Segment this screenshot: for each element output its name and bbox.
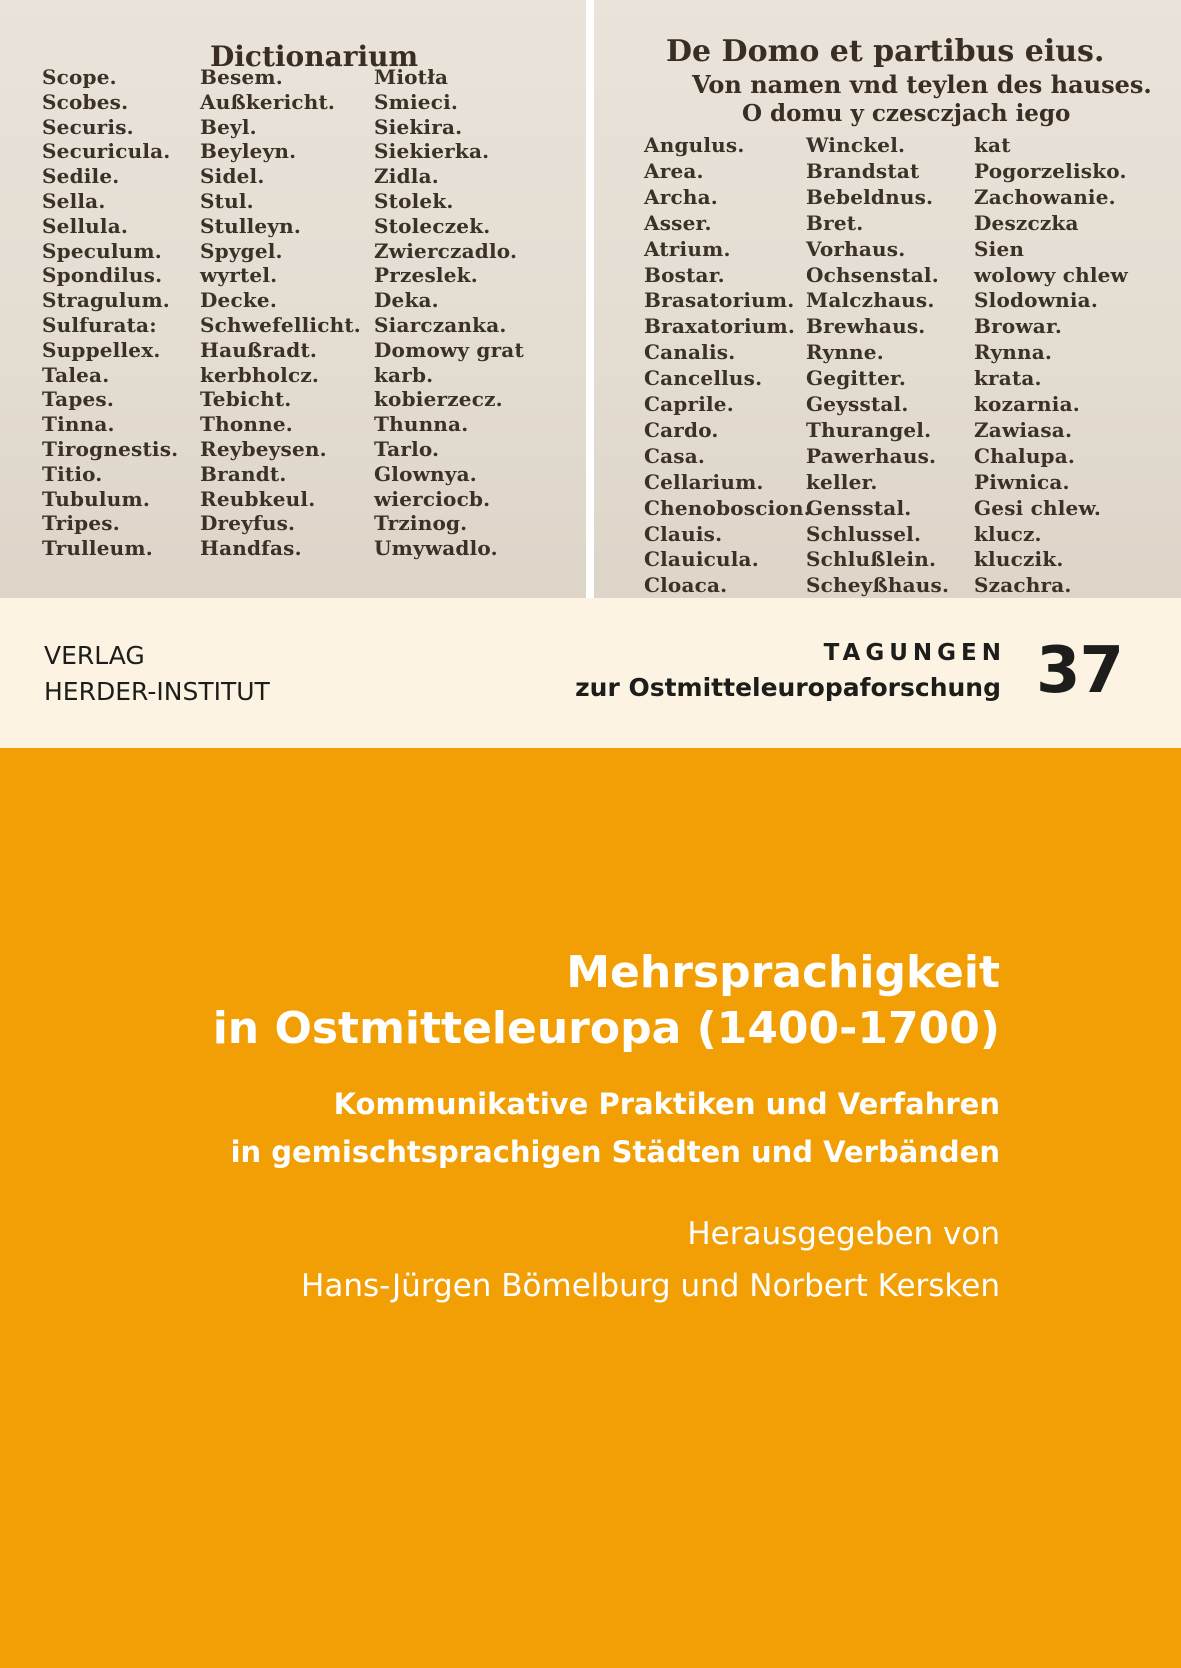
scan-word: Haußradt. (200, 337, 318, 362)
scan-word: Winckel. (806, 133, 906, 157)
right-page-heading-2: Von namen vnd teylen des hauses. (692, 70, 1152, 99)
scan-word: Scope. (42, 65, 117, 89)
scan-word: Atrium. (644, 236, 731, 261)
scan-word: Trzinog. (374, 511, 468, 536)
scan-word: Spondilus. (42, 263, 163, 288)
scan-word: Beyl. (200, 114, 257, 139)
scan-word: Glownya. (374, 461, 477, 486)
scan-word: Cardo. (644, 417, 719, 442)
scan-word: wyrtel. (200, 263, 278, 288)
scan-word: Tarlo. (374, 437, 440, 461)
scan-word: Scobes. (42, 89, 129, 114)
title-block (213, 945, 1000, 1312)
scan-word: Gegitter. (806, 366, 907, 391)
editors-label: Herausgegeben von (687, 1216, 1000, 1252)
scan-word: Thonne. (200, 412, 293, 437)
scan-word: Rynne. (806, 340, 884, 365)
right-page-heading-3: O domu y czesczjach iego (742, 100, 1071, 127)
scan-word: Siarczanka. (374, 313, 507, 337)
scan-word: Cellarium. (644, 469, 764, 494)
scan-word: Besem. (200, 65, 283, 89)
scan-word: Pogorzelisko. (974, 158, 1127, 183)
scan-word: Securis. (42, 114, 134, 139)
publisher-line-1: VERLAG (44, 641, 145, 670)
right-page-heading-1: De Domo et partibus eius. (666, 34, 1105, 69)
scan-word: Stolek. (374, 189, 454, 213)
scan-word: Trulleum. (42, 536, 153, 561)
series-number: 37 (1036, 634, 1124, 708)
publisher-name (44, 638, 270, 710)
scan-word: Cloaca. (644, 573, 728, 598)
scan-word: Piwnica. (974, 469, 1070, 494)
scan-word: kozarnia. (974, 392, 1080, 416)
scan-word: Zawiasa. (974, 417, 1073, 442)
scan-word: Umywadlo. (374, 536, 498, 561)
scan-word: Talea. (42, 362, 110, 387)
scan-word: Gensstal. (806, 495, 912, 520)
scan-word: Stoleczek. (374, 213, 491, 238)
scan-word: Beyleyn. (200, 139, 297, 164)
scan-word: Brandt. (200, 461, 287, 486)
scan-word: Przeslek. (374, 263, 478, 288)
scan-word: Browar. (974, 314, 1063, 339)
book-title-line-2: in Ostmitteleuropa (1400-1700) (212, 1003, 1000, 1054)
scan-word: Thurangel. (806, 417, 932, 442)
scan-word: Canalis. (644, 340, 736, 365)
scan-word: Zwierczadlo. (374, 238, 518, 263)
editors-names: Hans-Jürgen Bömelburg und Norbert Kersken (301, 1268, 1000, 1304)
scan-word: Außkericht. (200, 89, 336, 114)
scan-word: Reubkeul. (200, 486, 316, 511)
scan-word: karb. (374, 362, 434, 387)
left-page-heading: Dictionarium (210, 40, 419, 73)
scan-left-page (0, 0, 586, 598)
scan-word: Bret. (806, 210, 864, 235)
scan-word: Caprile. (644, 392, 734, 416)
scan-word: Tubulum. (42, 486, 150, 511)
scan-word: Tinna. (42, 412, 115, 437)
scan-word: Asser. (644, 210, 712, 235)
scan-word: Domowy grat (374, 337, 524, 362)
scan-word: Tapes. (42, 387, 115, 412)
publisher-line-2: HERDER-INSTITUT (44, 677, 270, 706)
book-title-line-1: Mehrsprachigkeit (566, 947, 1000, 998)
scan-word: Clauicula. (644, 547, 759, 572)
scan-word: klucz. (974, 521, 1042, 546)
scan-word: Siekira. (374, 114, 463, 139)
scan-word: Malczhaus. (806, 288, 935, 313)
scan-word: Schlussel. (806, 521, 922, 546)
scan-word: Cancellus. (644, 366, 763, 391)
book-editors (213, 1208, 1000, 1312)
scan-word: Tirognestis. (42, 437, 179, 461)
scan-word: Siekierka. (374, 139, 490, 164)
scan-word: Scheyßhaus. (806, 573, 950, 598)
scan-word: Bostar. (644, 262, 725, 287)
scan-word: Gesi chlew. (974, 495, 1102, 520)
scan-word: wierciocb. (374, 486, 491, 511)
scan-word: Tebicht. (200, 387, 292, 412)
scan-word: Stragulum. (42, 288, 170, 313)
book-subtitle (213, 1080, 1000, 1176)
scan-word: Vorhaus. (806, 236, 906, 261)
scan-word: Speculum. (42, 238, 162, 263)
scan-word: Schwefellicht. (200, 313, 361, 337)
scan-word: Sidel. (200, 164, 265, 189)
scan-word: Tripes. (42, 511, 120, 536)
scan-word: Angulus. (644, 133, 745, 157)
scan-word: Brewhaus. (806, 314, 926, 339)
scan-word: Decke. (200, 288, 277, 313)
scan-word: Szachra. (974, 573, 1072, 598)
scan-word: kobierzecz. (374, 387, 503, 412)
scan-word: Dreyfus. (200, 511, 296, 536)
scan-word: kluczik. (974, 547, 1064, 572)
scan-word: Pawerhaus. (806, 443, 937, 468)
scan-word: Chenoboscion. (644, 495, 811, 520)
scan-word: Ochsenstal. (806, 262, 939, 287)
scan-word: Sellula. (42, 213, 129, 238)
scan-word: Titio. (42, 461, 103, 486)
book-subtitle-line-1: Kommunikative Praktiken und Verfahren (333, 1087, 1000, 1121)
series-title: TAGUNGEN (823, 640, 1006, 666)
book-subtitle-line-2: in gemischtsprachigen Städten und Verbänden (230, 1135, 1000, 1169)
scan-word: Casa. (644, 443, 706, 468)
scan-word: Spygel. (200, 238, 283, 263)
scan-word: keller. (806, 469, 878, 494)
scan-right-page (594, 0, 1181, 598)
scan-word: kerbholcz. (200, 362, 320, 387)
scan-word: Sedile. (42, 164, 120, 189)
scan-word: Brasatorium. (644, 288, 795, 313)
scan-word: Rynna. (974, 340, 1053, 365)
scan-word: Brandstat (806, 158, 920, 183)
series-band (0, 598, 1181, 748)
scan-word: Reybeysen. (200, 437, 327, 461)
scan-word: Smieci. (374, 89, 459, 114)
scan-word: Braxatorium. (644, 314, 796, 339)
scan-word: Stulleyn. (200, 213, 302, 238)
series-label (575, 636, 1006, 706)
scan-word: Schlußlein. (806, 547, 937, 572)
scan-word: Deka. (374, 288, 439, 313)
scan-word: Area. (644, 158, 704, 183)
scan-word: Handfas. (200, 536, 302, 561)
scan-word: Zidla. (374, 164, 439, 189)
scan-word: Clauis. (644, 521, 723, 546)
scan-word: Deszczka (974, 210, 1079, 235)
scan-word: Bebeldnus. (806, 184, 934, 209)
scan-word: Thunna. (374, 412, 469, 437)
series-subtitle: zur Ostmitteleuropaforschung (575, 673, 1001, 702)
scan-word: Suppellex. (42, 337, 161, 362)
scan-word: kat (974, 133, 1011, 157)
scan-word: Sien (974, 236, 1025, 261)
scan-word: Slodownia. (974, 288, 1098, 313)
scan-word: Miotła (374, 65, 449, 89)
scan-word: Sulfurata: (42, 313, 157, 337)
scan-word: Geysstal. (806, 392, 909, 416)
scan-word: Chalupa. (974, 443, 1076, 468)
scan-word: wolowy chlew (974, 262, 1128, 287)
scan-word: Securicula. (42, 139, 171, 164)
cover-scan-image (0, 0, 1181, 598)
scan-word: Archa. (644, 184, 718, 209)
scan-word: krata. (974, 366, 1042, 391)
scan-word: Stul. (200, 189, 254, 213)
scan-word: Sella. (42, 189, 106, 213)
scan-word: Zachowanie. (974, 184, 1116, 209)
